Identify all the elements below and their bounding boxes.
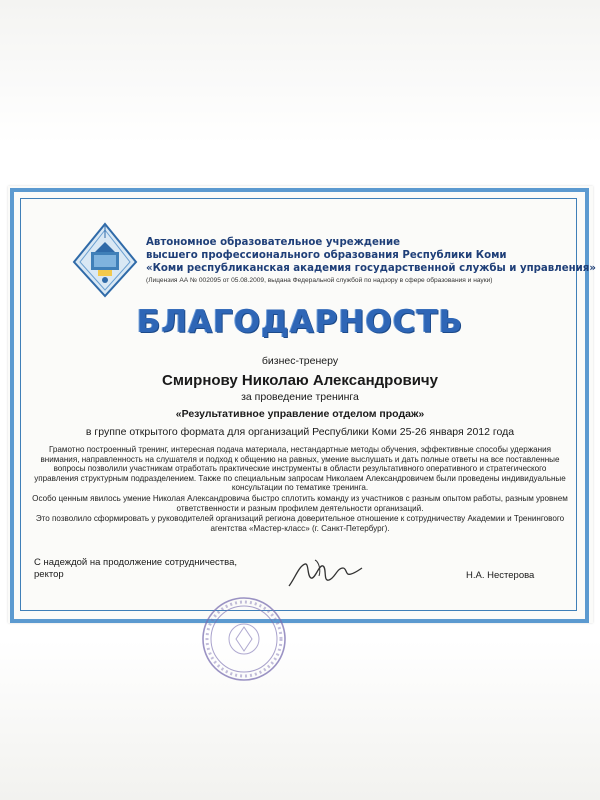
event-details: в группе открытого формата для организаций Республики Коми 25-26 января 2012 года — [85, 426, 515, 438]
certificate-body — [32, 445, 568, 534]
round-seal-stamp-icon — [200, 595, 288, 683]
body-paragraph-1: Грамотно построенный тренинг, интересная подача материала, нестандартные методы обучения, эффективные способы удержания внимания, направленность на слушателя и подход к общению на равных, умение выслушать и дать полные ответы на все поставленные вопросы позволили участникам отработать практические инструменты в области результативного оперативного и стратегического управления структурным подразделением. Также по специальным запросам Николаем Александровичем были проведены индивидуальные консультации по тематике тренинга. — [34, 445, 566, 493]
institution-header — [146, 236, 596, 275]
closing-line-1: С надеждой на продолжение сотрудничества, — [34, 557, 238, 568]
body-paragraph-3: Это позволило сформировать у руководителей организаций региона доверительное отношение к сотрудничеству Академии и Тренингового агентства «Мастер-класс» (г. Санкт-Петербург). — [35, 514, 565, 533]
training-name: «Результативное управление отделом продаж» — [175, 408, 425, 420]
certificate-title: БЛАГОДАРНОСТЬ — [136, 304, 464, 340]
event-for-text: за проведение тренинга — [241, 391, 359, 403]
closing-line-2: ректор — [34, 569, 64, 580]
recipient-name: Смирнову Николаю Александровичу — [162, 372, 438, 389]
academy-emblem-icon — [72, 222, 138, 298]
closing-block — [34, 557, 294, 581]
institution-line-1: Автономное образовательное учреждение — [146, 237, 401, 248]
handwritten-signature-icon — [285, 556, 365, 592]
institution-line-2: высшего профессионального образования Республики Коми — [146, 250, 507, 261]
recipient-role: бизнес-тренеру — [261, 355, 339, 367]
body-paragraph-2: Особо ценным явилось умение Николая Александровича быстро сплотить команду из участников с разным опытом работы, разным уровнем ответственности и разным профилем деятельности организаций. — [32, 493, 568, 513]
institution-line-3: «Коми республиканская академия государственной службы и управления» — [146, 263, 596, 274]
signatory-name: Н.А. Нестерова — [466, 570, 535, 581]
license-text: (Лицензия АА № 002095 от 05.08.2009, выдана Федеральной службой по надзору в сфере образования и науки) — [146, 277, 493, 284]
